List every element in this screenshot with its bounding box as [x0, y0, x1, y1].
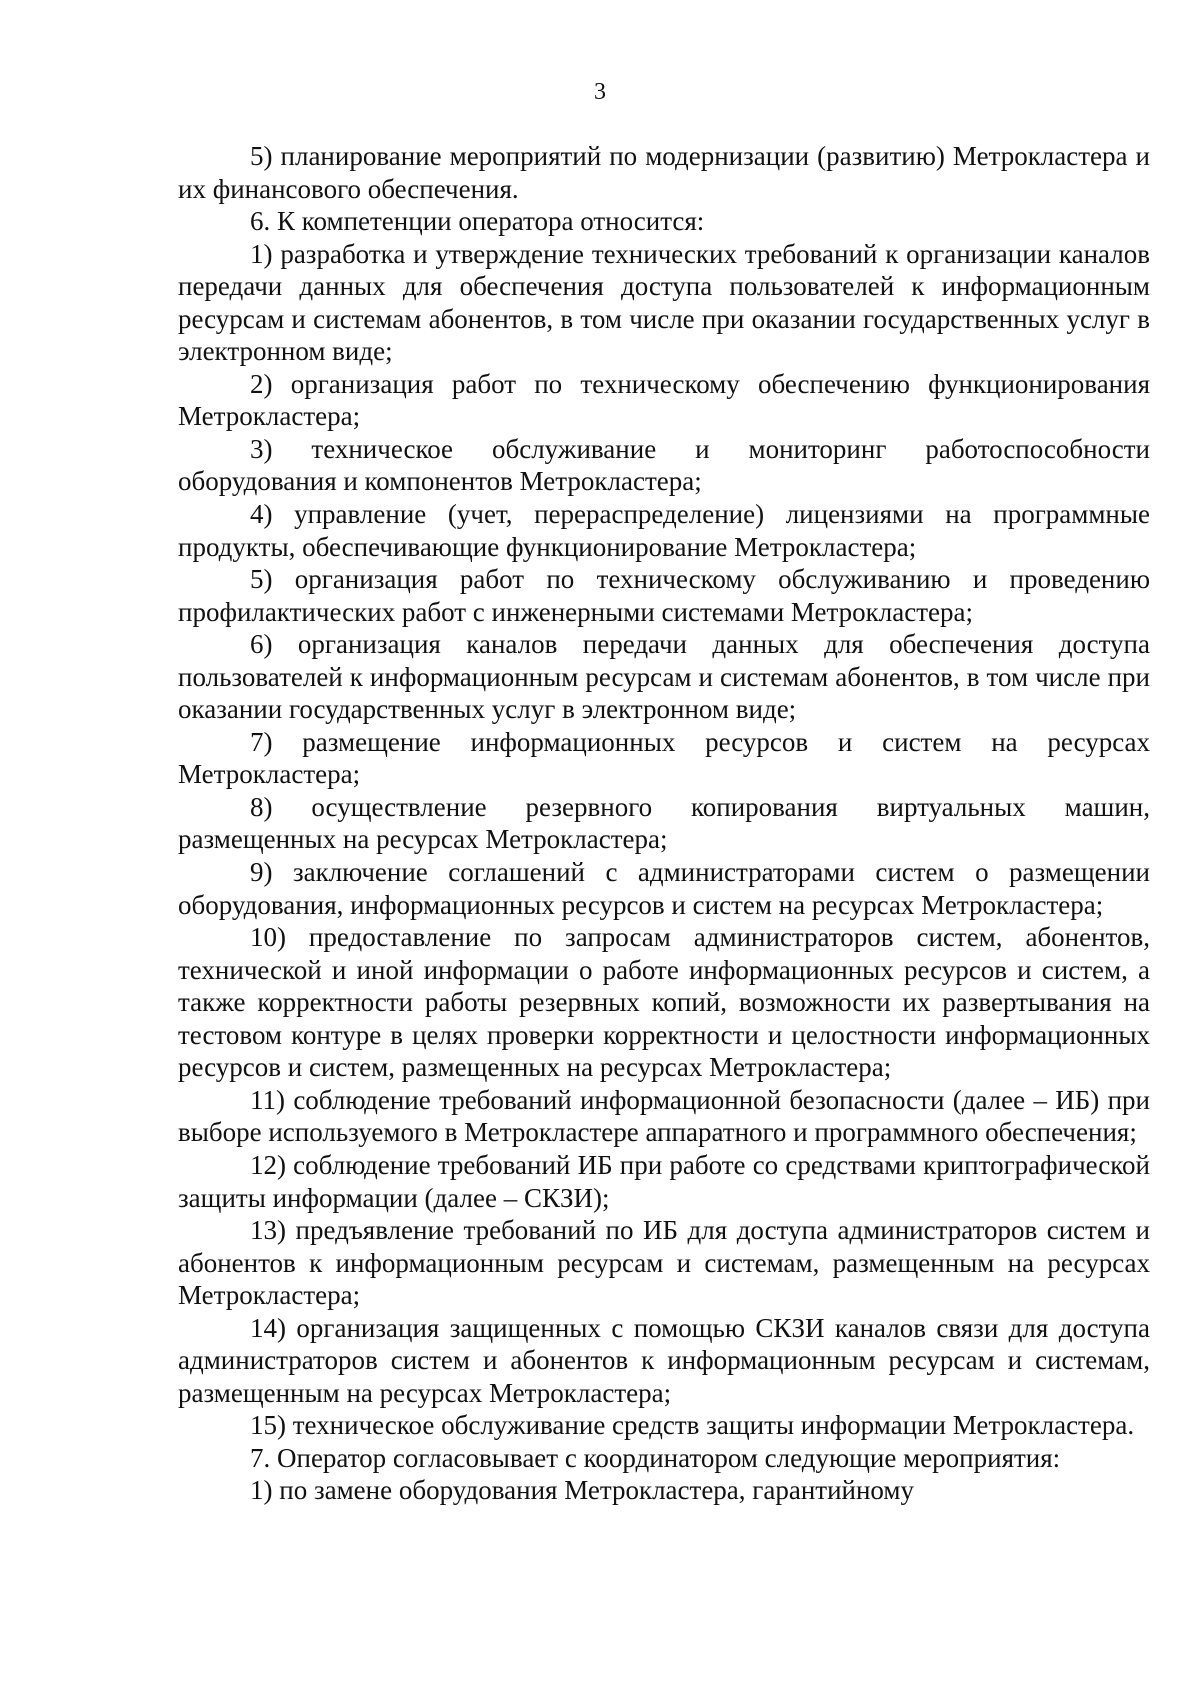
document-body	[178, 140, 1150, 1507]
paragraph-section-6-heading: 6. К компетенции оператора относится:	[250, 206, 705, 237]
paragraph-item-15-protection-maintenance: 15) техническое обслуживание средств защиты информации Метрокластера.	[250, 1410, 1135, 1441]
paragraph-item-6-channels: 6) организация каналов передачи данных для обеспечения доступа пользователей к информационным ресурсам и системам абонентов, в том числе при оказании государственных услуг в электронном виде;	[178, 629, 1150, 725]
paragraph-item-3-maintenance: 3) техническое обслуживание и мониторинг работоспособности оборудования и компонентов Метрокластера;	[178, 433, 1150, 497]
paragraph-item-8-backup: 8) осуществление резервного копирования виртуальных машин, размещенных на ресурсах Метрокластера;	[178, 791, 1150, 855]
paragraph-item-1-replacement: 1) по замене оборудования Метрокластера, гарантийному	[250, 1475, 915, 1506]
paragraph-item-5-planning: 5) планирование мероприятий по модернизации (развитию) Метрокластера и их финансового обеспечения.	[178, 141, 1150, 204]
paragraph-item-5-engineering: 5) организация работ по техническому обслуживанию и проведению профилактических работ с инженерными системами Метрокластера;	[178, 564, 1150, 627]
paragraph-item-11-security: 11) соблюдение требований информационной безопасности (далее – ИБ) при выборе используемого в Метрокластере аппаратного и программного обеспечения;	[178, 1084, 1150, 1148]
paragraph-item-14-protected-channels: 14) организация защищенных с помощью СКЗИ каналов связи для доступа администраторов систем и абонентов к информационным ресурсам и системам, размещенным на ресурсах Метрокластера;	[178, 1312, 1150, 1408]
paragraph-item-12-skzi: 12) соблюдение требований ИБ при работе со средствами криптографической защиты информации (далее – СКЗИ);	[178, 1149, 1150, 1213]
paragraph-section-7-heading: 7. Оператор согласовывает с координатором следующие мероприятия:	[250, 1442, 1061, 1473]
paragraph-item-2-works: 2) организация работ по техническому обеспечению функционирования Метрокластера;	[178, 368, 1150, 432]
paragraph-item-4-licenses: 4) управление (учет, перераспределение) лицензиями на программные продукты, обеспечивающие функционирование Метрокластера;	[178, 499, 1150, 562]
page-number: 3	[594, 79, 606, 105]
paragraph-item-1-requirements: 1) разработка и утверждение технических требований к организации каналов передачи данных для обеспечения доступа пользователей к информационным ресурсам и системам абонентов, в том числе при оказании государственных услуг в электронном виде;	[178, 238, 1150, 367]
paragraph-item-10-information: 10) предоставление по запросам администраторов систем, абонентов, технической и иной информации о работе информационных ресурсов и систем, а также корректности работы резервных копий, возможности их развертывания на тестовом контуре в целях проверки корректности и целостности информационных ресурсов и систем, размещенных на ресурсах Метрокластера;	[178, 922, 1150, 1083]
paragraph-item-13-access: 13) предъявление требований по ИБ для доступа администраторов систем и абонентов к информационным ресурсам и системам, размещенным на ресурсах Метрокластера;	[178, 1215, 1150, 1311]
paragraph-item-7-placement: 7) размещение информационных ресурсов и систем на ресурсах Метрокластера;	[178, 726, 1150, 790]
paragraph-item-9-agreements: 9) заключение соглашений с администраторами систем о размещении оборудования, информационных ресурсов и систем на ресурсах Метрокластера;	[178, 857, 1150, 920]
